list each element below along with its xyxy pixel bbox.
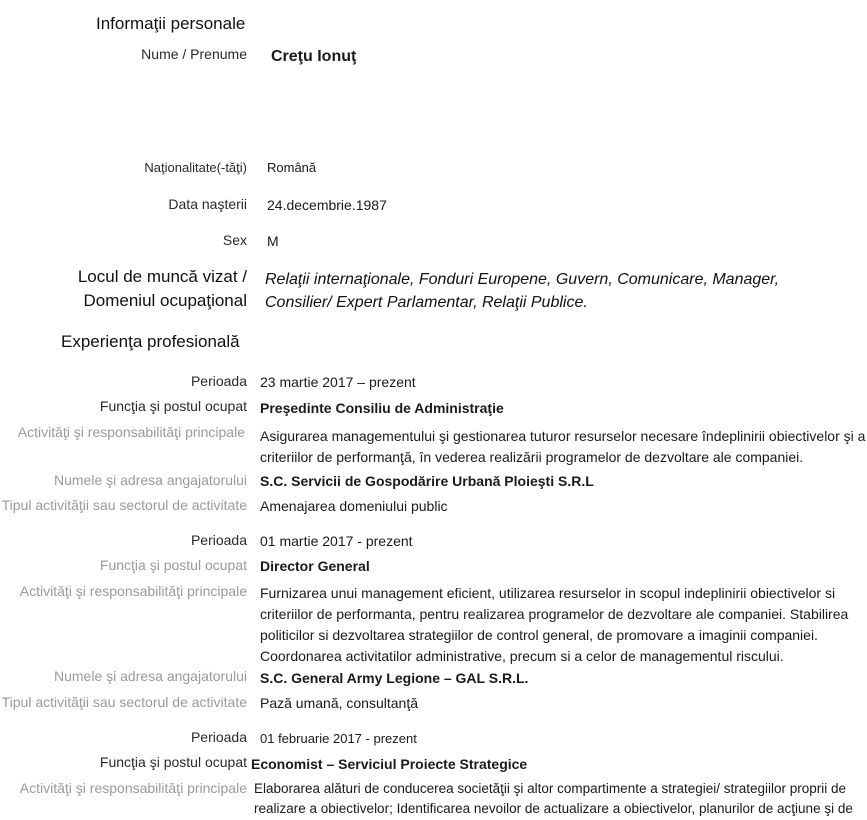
- sex-value: M: [267, 233, 279, 249]
- job3-activities-label: Activităţi şi responsabilităţi principale: [19, 780, 247, 796]
- desired-job-value-line2: Consilier/ Expert Parlamentar, Relaţii Publice.: [265, 294, 588, 311]
- job1-employer-label: Numele şi adresa angajatorului: [54, 472, 247, 488]
- job2-activities-label: Activităţi şi responsabilităţi principale: [19, 583, 247, 599]
- job1-period: 23 martie 2017 – prezent: [260, 374, 416, 390]
- job1-position-label: Funcţia şi postul ocupat: [99, 398, 247, 414]
- name-value: Creţu Ionuţ: [271, 48, 357, 65]
- job2-period: 01 martie 2017 - prezent: [260, 533, 413, 549]
- desired-job-value-line1: Relaţii internaţionale, Fonduri Europene, Guvern, Comunicare, Manager,: [265, 271, 780, 288]
- job1-period-label: Perioada: [190, 373, 247, 389]
- job2-sector: Pază umană, consultanţă: [260, 695, 418, 711]
- job1-activities-line2: criteriilor de performanţă, în vederea realizării programelor de dezvoltare ale companiei.: [260, 449, 804, 465]
- sex-label: Sex: [222, 232, 247, 248]
- section-title-experience: Experienţa profesională: [61, 332, 240, 351]
- job2-activities-line4: Coordonarea activitatilor administrative, precum si a celor de managementul riscului.: [260, 648, 784, 664]
- job3-period: 01 februarie 2017 - prezent: [260, 731, 417, 746]
- job3-period-label: Perioada: [190, 729, 247, 745]
- job1-position: Preşedinte Consiliu de Administraţie: [260, 400, 504, 416]
- job1-sector-label: Tipul activităţii sau sectorul de activitate: [1, 497, 247, 513]
- job1-activities-label: Activităţi şi responsabilităţi principale: [17, 424, 245, 440]
- name-label: Nume / Prenume: [141, 46, 247, 62]
- nationality-value: Română: [267, 160, 317, 175]
- job2-sector-label: Tipul activităţii sau sectorul de activitate: [1, 694, 247, 710]
- nationality-label: Naţionalitate(-tăţi): [144, 160, 247, 175]
- job2-position: Director General: [260, 558, 370, 574]
- job1-sector: Amenajarea domeniului public: [260, 498, 448, 514]
- job2-activities-line1: Furnizarea unui management eficient, utilizarea resurselor in scopul indeplinirii obiectivelor si: [260, 585, 836, 601]
- job2-activities-line3: politicilor si dezvoltarea strategiilor de control general, de promovare a imaginii companiei.: [260, 627, 818, 643]
- job2-employer: S.C. General Army Legione – GAL S.R.L.: [260, 670, 529, 686]
- birthdate-label: Data naşterii: [168, 196, 247, 212]
- job2-position-label: Funcţia şi postul ocupat: [99, 557, 247, 573]
- job3-position-label: Funcţia şi postul ocupat: [99, 754, 247, 770]
- job3-activities-line2: realizare a obiectivelor; Identificarea nevoilor de actualizare a obiectivelor, planurilor de acţiune şi de: [254, 801, 853, 816]
- job2-activities-line2: criteriilor de performanta, pentru realizarea programelor de dezvoltare ale companiei. Stabilirea: [260, 606, 849, 622]
- desired-job-label-line1: Locul de muncă vizat /: [77, 267, 247, 286]
- job1-activities-line1: Asigurarea managementului şi gestionarea tuturor resurselor necesare îndeplinirii obiectivelor şi a: [260, 428, 866, 444]
- birthdate-value: 24.decembrie.1987: [267, 197, 387, 213]
- job1-employer: S.C. Servicii de Gospodărire Urbană Ploieşti S.R.L: [260, 473, 594, 489]
- section-title-personal: Informaţii personale: [96, 14, 246, 33]
- job3-position: Economist – Serviciul Proiecte Strategice: [251, 756, 528, 772]
- job2-employer-label: Numele şi adresa angajatorului: [54, 668, 247, 684]
- desired-job-label-line2: Domeniul ocupaţional: [83, 291, 247, 310]
- job2-period-label: Perioada: [190, 532, 247, 548]
- job3-activities-line1: Elaborarea alături de conducerea societăţii şi altor compartimente a strategiei/ strategiilor proprii de: [254, 781, 847, 796]
